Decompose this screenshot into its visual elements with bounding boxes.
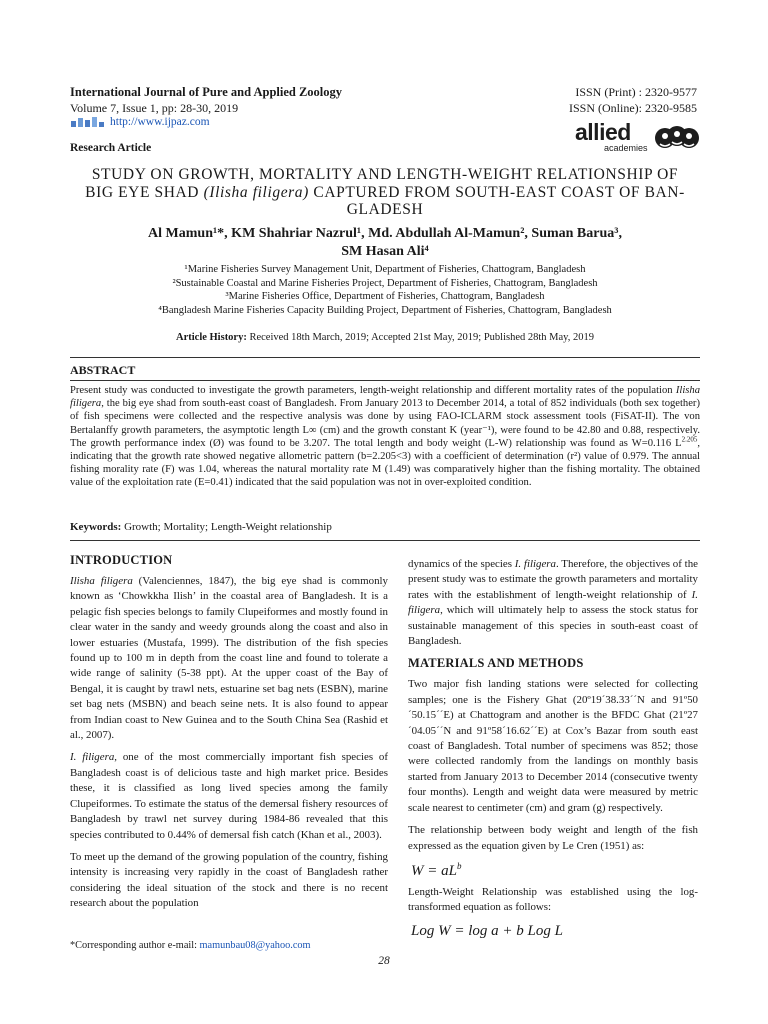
title-line-1: STUDY ON GROWTH, MORTALITY AND LENGTH-WEIGHT RELATIONSHIP OF [91,166,679,183]
methods-paragraph-2: The relationship between body weight and length of the fish expressed as the equation given by Le Cren (1951) as: [408,824,698,852]
affiliations [70,263,700,317]
corresponding-author: *Corresponding author e-mail: mamunbau08@yahoo.com [70,940,311,951]
publisher-logo-text: allied [575,119,631,145]
right-column [408,557,698,945]
left-column [70,553,388,919]
issn-print: ISSN (Print) : 2320-9577 [575,85,697,99]
intro-paragraph-4: dynamics of the species I. filigera. Therefore, the objectives of the present study was to estimate the growth parameters and mortality rates with the establishment of length-weight relationship of I. filigera, which will ultimately help to assess the stock status for sustainable management of this species in south-east coast of Bangladesh. [408,558,698,648]
methods-heading: MATERIALS AND METHODS [408,656,584,671]
title-line-2: BIG EYE SHAD (Ilisha filigera) CAPTURED FROM SOUTH-EAST COAST OF BAN- [85,183,685,201]
authors-line-2: SM Hasan Ali⁴ [341,244,429,259]
divider [70,380,700,381]
issn-online: ISSN (Online): 2320-9585 [569,101,697,115]
journal-logo-icon [70,116,106,128]
affiliation-item: ¹Marine Fisheries Survey Management Unit, Department of Fisheries, Chattogram, Bangladesh [184,264,586,275]
divider [70,357,700,358]
paper-title [70,166,700,219]
affiliation-item: ²Sustainable Coastal and Marine Fisheries Project, Department of Fisheries, Chattogram, Bangladesh [172,277,598,289]
author-email-link[interactable]: mamunbau08@yahoo.com [199,940,311,951]
volume-info: Volume 7, Issue 1, pp: 28-30, 2019 [70,101,239,115]
introduction-heading: INTRODUCTION [70,553,173,567]
affiliation-item: ⁴Bangladesh Marine Fisheries Capacity Building Project, Department of Fisheries, Chattogram, Bangladesh [158,304,612,316]
journal-name: International Journal of Pure and Applied Zoology [70,85,343,99]
divider [70,540,700,541]
journal-url-row [70,116,210,128]
intro-paragraph-2: I. filigera, one of the most commercially important fish species of Bangladesh coast is of delicious taste and high market price. Besides these, it is classified as long lived species among the family Clupeiformes. To estimate the status of the demersal fishery resources of Bangladesh by trawl net survey during 1984-86 revealed that this species contributed to 0.44% of demersal fish catch (Khan et al., 2003). [70,751,388,841]
affiliation-item: ³Marine Fisheries Office, Department of Fisheries, Chattogram, Bangladesh [225,291,545,302]
intro-paragraph-3: To meet up the demand of the growing population of the country, fishing intensity is increasing very rapidly in the coast of Bangladesh rather considering the ideal situation of the stock and there is no recent research about the population [70,850,388,910]
author-list [70,225,700,261]
equation-log-transformed: Log W = log a + b Log L [411,922,563,939]
methods-paragraph-1: Two major fish landing stations were selected for collecting samples; one is the Fishery Ghat (20º19´38.33´´N and 91º50´50.15´´E) at Chattogram and another is the BFDC Ghat (21º27´04.05´´N and 91º58´16.62´´E) at Cox’s Bazar from south east coast of Bangladesh. Total number of specimens was 852; those were collected randomly from the landings on monthly basis started from January 2013 to December 2014 (consecutive twenty four months). Length and weight data were measured by metric scale nearest to centimeter (cm) and gram (g) respectively. [408,678,698,814]
authors-line-1: Al Mamun¹*, KM Shahriar Nazrul¹, Md. Abdullah Al-Mamun², Suman Barua³, [148,226,622,241]
keywords: Keywords: Growth; Mortality; Length-Weight relationship [70,521,332,533]
page-number: 28 [378,955,390,967]
abstract-heading: ABSTRACT [70,363,136,377]
title-line-3: GLADESH [346,201,424,218]
equation-length-weight: $W = aL^b$ [411,860,462,879]
article-history: Article History: Received 18th March, 2019; Accepted 21st May, 2019; Published 28th May, 2019 [176,332,594,343]
abstract-text: Present study was conducted to investigate the growth parameters, length-weight relationship and different mortality rates of the population Ilisha filigera, the big eye shad from south-east coast of Bangladesh. From January 2013 to December 2014, a total of 852 individuals (both sex together) of fish specimens were collected and the respective analysis was done by using FAO-ICLARM stock assessment tools (FiSAT-II). The von Bertalanffy growth parameters, the asymptotic length L∞ (cm) and the growth constant K (year⁻¹), were found to be 42.80 and 0.88, respectively. The growth performance index (Ø) was found to be 3.207. The total length and body weight (L-W) relationship was found as W=0.116 $L^{2.205}$, indicating that the growth rate showed negative allometric pattern (b=2.205<3) with a coefficient of determination (r²) value of 0.979. The annual fishing morality rate (F) was 1.04, whereas the natural mortality rate M (1.49) was comparatively higher than the fishing mortality. The obtained value of the exploitation rate (E=0.41) indicated that the said population was not in over-exploited condition. [70,385,700,489]
journal-url-link[interactable]: http://www.ijpaz.com [110,116,210,128]
publisher-logo-icon [654,122,700,154]
methods-paragraph-3: Length-Weight Relationship was established using the log-transformed equation as follows: [408,885,698,914]
intro-paragraph-1: Ilisha filigera (Valenciennes, 1847), the big eye shad is commonly known as ‘Chowkkha Ilish’ in the coastal area of Bangladesh. It is a pelagic fish species belongs to family Clupeiformes and mostly found in clear water in the sandy and weedy grounds along the coast and also in lower estuaries (Mustafa, 1999). The distribution of the fish species found up to 100 m in depth from the coast line and found to tolerate a wide range of salinity (5-38 ppt). At the upper coast of the Bay of Bengal, it is caught by trawl nets, estuarine set bag nets (ESBN), marine set bag nets (MSBN) and beach seine nets. It is also found to appear from Indian coast to New Guinea and to the South China Sea (Rashid et al., 2007). [70,575,388,742]
publisher-logo-subtext: academies [604,143,648,153]
article-type: Research Article [70,142,152,154]
